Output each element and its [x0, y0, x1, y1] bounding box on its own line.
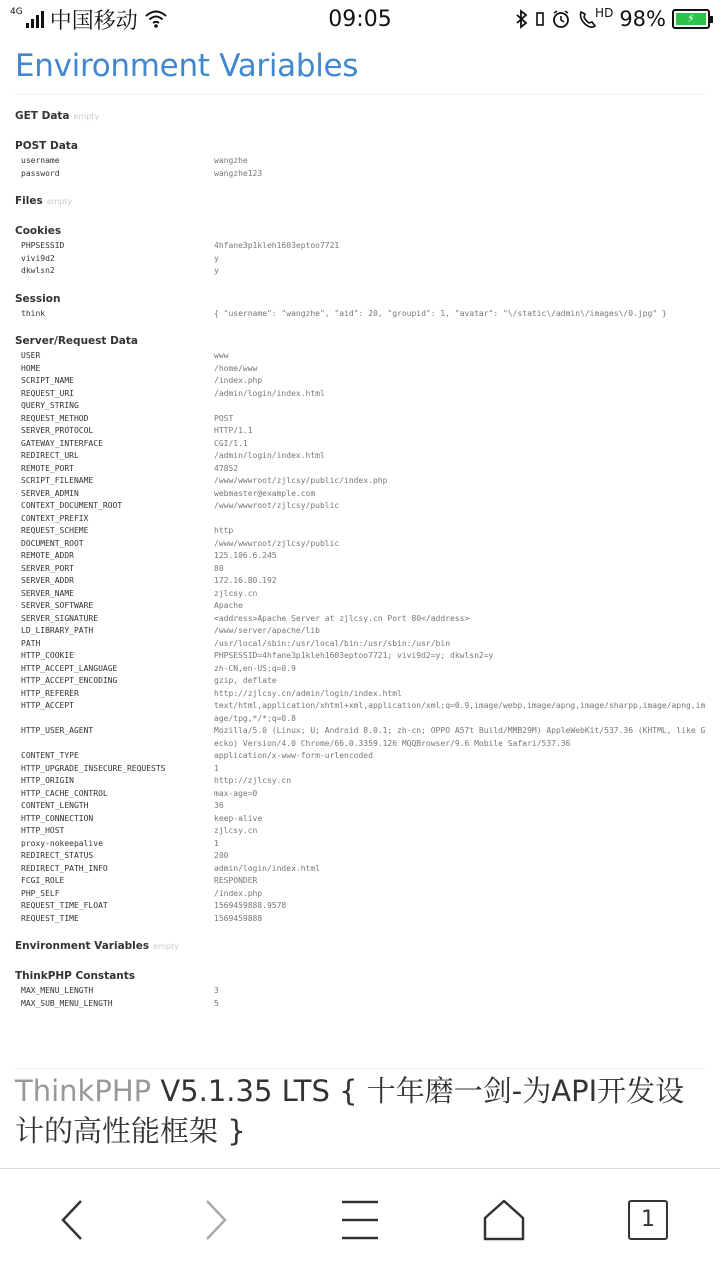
row-value: admin/login/index.html: [214, 863, 320, 873]
row-key: HTTP_USER_AGENT: [21, 726, 94, 735]
row-value: gzip, deflate: [214, 676, 277, 685]
table-row: [15, 700, 706, 725]
row-key: LD_LIBRARY_PATH: [21, 626, 94, 635]
row-value: 125.106.6.245: [214, 551, 277, 560]
page-content: [0, 38, 720, 1165]
table-row: [15, 838, 706, 851]
table-row: [15, 625, 706, 638]
table-row: [15, 265, 706, 278]
table-row: [15, 913, 706, 926]
table-row: [15, 308, 706, 321]
row-key: HTTP_ACCEPT_ENCODING: [21, 676, 118, 685]
section-heading: [15, 137, 706, 155]
row-key: CONTEXT_PREFIX: [21, 513, 89, 523]
row-key: HTTP_ACCEPT_LANGUAGE: [21, 663, 118, 673]
table-row: [15, 613, 706, 626]
section-heading: [15, 290, 706, 308]
row-key: PHPSESSID: [21, 241, 65, 250]
row-value: 47852: [214, 463, 239, 473]
empty-label: empty: [153, 942, 179, 951]
row-value: [214, 513, 706, 526]
row-key: proxy-nokeepalive: [21, 838, 103, 848]
section-heading-text: Environment Variables: [15, 940, 150, 952]
hd-label: HD: [595, 6, 614, 20]
row-key: password: [21, 168, 60, 178]
row-value: /index.php: [214, 888, 263, 898]
row-key: think: [21, 308, 46, 318]
status-bar: [0, 0, 720, 38]
home-icon: [482, 1198, 526, 1242]
table-row: [15, 375, 706, 388]
row-value: zjlcsy.cn: [214, 588, 258, 598]
row-value: HTTP/1.1: [214, 426, 253, 435]
row-value: http: [214, 526, 234, 535]
row-value: 3: [214, 986, 219, 995]
row-key: CONTENT_TYPE: [21, 751, 79, 760]
row-key: QUERY_STRING: [21, 401, 79, 410]
row-value: y: [214, 253, 219, 263]
table-row: [15, 525, 706, 538]
row-key: REQUEST_METHOD: [21, 413, 89, 423]
row-value: 1569459888: [214, 913, 263, 923]
tabs-button[interactable]: [608, 1180, 688, 1260]
table-row: [15, 863, 706, 876]
section-get-data: [15, 107, 706, 125]
row-key: SERVER_PORT: [21, 563, 74, 573]
table-row: [15, 725, 706, 750]
section-heading: [15, 967, 706, 985]
table-row: [15, 763, 706, 776]
table-row: [15, 425, 706, 438]
section-session: [15, 290, 706, 321]
empty-label: empty: [46, 197, 73, 206]
row-key: SERVER_SIGNATURE: [21, 613, 99, 623]
row-value: text/html,application/xhtml+xml,application/xml;q=0.9,image/webp,image/apng,image/sharpp,image/apng,image/tpg,*/*;q=0.8: [214, 701, 706, 723]
row-value: http://zjlcsy.cn: [214, 776, 292, 785]
row-key: PHP_SELF: [21, 888, 60, 898]
battery-icon: ⚡: [672, 9, 710, 29]
row-value: wangzhe123: [214, 168, 263, 178]
table-row: [15, 513, 706, 526]
browser-navbar: [0, 1168, 720, 1280]
table-row: [15, 985, 706, 998]
row-key: SERVER_ADDR: [21, 576, 74, 585]
section-post-data: [15, 137, 706, 180]
bluetooth-icon: [515, 9, 529, 29]
home-button[interactable]: [464, 1180, 544, 1260]
table-row: [15, 400, 706, 413]
table-row: [15, 388, 706, 401]
row-key: REMOTE_ADDR: [21, 551, 74, 560]
row-value: /www/wwwroot/zjlcsy/public: [214, 538, 340, 548]
table-row: [15, 663, 706, 676]
footer-slogan: { 十年磨一剑-为API开发设计的高性能框架 }: [15, 1074, 685, 1148]
row-key: SERVER_ADMIN: [21, 488, 79, 498]
table-row: [15, 350, 706, 363]
row-key: SCRIPT_NAME: [21, 376, 74, 385]
row-value: 5: [214, 998, 219, 1008]
row-key: MAX_MENU_LENGTH: [21, 986, 94, 995]
row-key: HTTP_HOST: [21, 826, 65, 835]
row-value: keep-alive: [214, 813, 263, 823]
row-value: wangzhe: [214, 156, 248, 165]
row-value: 4hfane3p1kleh1603eptoo7721: [214, 241, 340, 250]
vibrate-icon: [535, 9, 545, 29]
table-row: [15, 888, 706, 901]
row-value: 1: [214, 763, 219, 773]
row-key: REDIRECT_STATUS: [21, 851, 94, 860]
row-value: { "username": "wangzhe", "aid": 20, "groupid": 1, "avatar": "\/static\/admin\/images\/0.jpg" }: [214, 308, 667, 318]
alarm-icon: [551, 9, 571, 29]
table-row: [15, 475, 706, 488]
table-row: [15, 588, 706, 601]
table-row: [15, 413, 706, 426]
table-row: [15, 463, 706, 476]
table-row: [15, 788, 706, 801]
section-heading: [15, 332, 706, 350]
table-row: [15, 875, 706, 888]
table-row: [15, 438, 706, 451]
tab-count: 1: [641, 1207, 655, 1232]
table-row: [15, 550, 706, 563]
row-value: max-age=0: [214, 788, 258, 798]
table-row: [15, 998, 706, 1011]
row-key: SCRIPT_FILENAME: [21, 476, 94, 485]
table-row: [15, 450, 706, 463]
row-key: vivi9d2: [21, 253, 55, 263]
row-key: USER: [21, 351, 41, 360]
table-row: [15, 750, 706, 763]
table-row: [15, 500, 706, 513]
row-value: Mozilla/5.0 (Linux; U; Android 8.0.1; zh-cn; OPPO A57t Build/MMB29M) AppleWebKit/537.36 (KHTML, like Gecko) Version/4.0 Chrome/66.0.3359.126 MQQBrowser/9.6 Mobile Safari/537.36: [214, 726, 706, 748]
row-key: REMOTE_PORT: [21, 463, 74, 473]
table-row: [15, 155, 706, 168]
row-key: HTTP_ACCEPT: [21, 701, 74, 710]
clock: 09:05: [328, 6, 392, 32]
section-heading: [15, 192, 706, 210]
row-value: 80: [214, 563, 224, 573]
menu-icon: [340, 1200, 380, 1240]
row-key: HTTP_CONNECTION: [21, 813, 94, 823]
section-heading-text: Files: [15, 195, 43, 207]
table-row: [15, 813, 706, 826]
row-key: REQUEST_TIME_FLOAT: [21, 901, 108, 910]
row-value: /admin/login/index.html: [214, 388, 325, 398]
footer-version: V5.1.35 LTS: [151, 1074, 330, 1108]
menu-button[interactable]: [320, 1180, 400, 1260]
row-value: 172.16.80.192: [214, 576, 277, 585]
back-icon: [57, 1198, 87, 1242]
row-key: HTTP_UPGRADE_INSECURE_REQUESTS: [21, 763, 166, 773]
section-heading: [15, 107, 706, 125]
row-key: FCGI_ROLE: [21, 876, 65, 885]
row-key: REQUEST_TIME: [21, 913, 79, 923]
section-heading-text: Session: [15, 292, 61, 305]
row-key: REQUEST_URI: [21, 388, 74, 398]
status-right: [430, 7, 710, 31]
row-value: zh-CN,en-US;q=0.9: [214, 663, 296, 673]
section-heading-text: Server/Request Data: [15, 335, 138, 347]
row-key: MAX_SUB_MENU_LENGTH: [21, 998, 113, 1008]
network-type: 4G: [10, 7, 23, 17]
table-row: [15, 825, 706, 838]
footer: [15, 1068, 705, 1151]
row-value: 1: [214, 838, 219, 848]
row-value: Apache: [214, 601, 243, 610]
row-value: /www/wwwroot/zjlcsy/public/index.php: [214, 476, 388, 485]
row-value: /www/wwwroot/zjlcsy/public: [214, 501, 340, 510]
row-value: RESPONDER: [214, 876, 258, 885]
battery-percent: 98%: [619, 7, 666, 31]
table-row: [15, 563, 706, 576]
row-key: HTTP_COOKIE: [21, 651, 74, 660]
row-value: PHPSESSID=4hfane3p1kleh1603eptoo7721; vivi9d2=y; dkwlsn2=y: [214, 651, 494, 660]
row-key: REQUEST_SCHEME: [21, 526, 89, 535]
row-value: 36: [214, 801, 224, 810]
wifi-icon: [144, 9, 168, 29]
row-key: PATH: [21, 638, 41, 648]
row-value: /usr/local/sbin:/usr/local/bin:/usr/sbin:/usr/bin: [214, 638, 451, 648]
row-key: REDIRECT_PATH_INFO: [21, 863, 108, 873]
row-value: zjlcsy.cn: [214, 826, 258, 835]
row-value: webmaster@example.com: [214, 488, 316, 498]
section-thinkphp-constants: [15, 967, 706, 1010]
row-value: www: [214, 351, 229, 360]
table-row: [15, 488, 706, 501]
row-key: SERVER_NAME: [21, 588, 74, 598]
page-title: Environment Variables: [15, 38, 706, 95]
section-heading: [15, 937, 706, 955]
row-value: /admin/login/index.html: [214, 451, 325, 460]
row-value: 200: [214, 851, 229, 860]
section-files: [15, 192, 706, 210]
table-row: [15, 850, 706, 863]
signal-icon: [26, 10, 44, 28]
table-row: [15, 675, 706, 688]
section-heading-text: Cookies: [15, 225, 62, 237]
table-row: [15, 240, 706, 253]
table-row: [15, 168, 706, 181]
back-button[interactable]: [32, 1180, 112, 1260]
row-value: <address>Apache Server at zjlcsy.cn Port 80</address>: [214, 613, 470, 623]
row-key: CONTEXT_DOCUMENT_ROOT: [21, 501, 123, 510]
row-key: SERVER_SOFTWARE: [21, 601, 94, 610]
row-value: [214, 400, 706, 413]
row-key: CONTENT_LENGTH: [21, 801, 89, 810]
section-cookies: [15, 222, 706, 278]
table-row: [15, 775, 706, 788]
section-server-request-data: [15, 332, 706, 925]
row-value: POST: [214, 413, 234, 423]
row-key: HTTP_REFERER: [21, 688, 79, 698]
table-row: [15, 638, 706, 651]
section-environment-variables: [15, 937, 706, 955]
row-value: CGI/1.1: [214, 438, 248, 448]
table-row: [15, 688, 706, 701]
table-row: [15, 253, 706, 266]
row-value: y: [214, 266, 219, 275]
carrier-name: 中国移动: [49, 8, 138, 34]
table-row: [15, 600, 706, 613]
footer-brand: ThinkPHP: [15, 1074, 152, 1108]
forward-button[interactable]: [176, 1180, 256, 1260]
row-key: HTTP_CACHE_CONTROL: [21, 788, 108, 798]
row-key: REDIRECT_URL: [21, 451, 79, 460]
status-left: [10, 4, 290, 35]
table-row: [15, 650, 706, 663]
row-value: /home/www: [214, 363, 258, 373]
row-key: username: [21, 156, 60, 165]
table-row: [15, 900, 706, 913]
table-row: [15, 800, 706, 813]
row-value: 1569459888.9578: [214, 901, 287, 910]
row-key: HTTP_ORIGIN: [21, 776, 74, 785]
row-key: DOCUMENT_ROOT: [21, 538, 84, 548]
section-heading-text: GET Data: [15, 110, 70, 122]
row-value: application/x-www-form-urlencoded: [214, 751, 373, 760]
row-key: dkwlsn2: [21, 266, 55, 275]
row-value: /www/server/apache/lib: [214, 626, 320, 635]
row-value: http://zjlcsy.cn/admin/login/index.html: [214, 688, 402, 698]
table-row: [15, 538, 706, 551]
row-key: SERVER_PROTOCOL: [21, 426, 94, 435]
forward-icon: [201, 1198, 231, 1242]
row-value: /index.php: [214, 376, 263, 385]
section-heading-text: ThinkPHP Constants: [15, 970, 136, 982]
sections-container: [15, 107, 706, 1010]
empty-label: empty: [73, 112, 100, 121]
section-heading-text: POST Data: [15, 140, 78, 152]
row-key: HOME: [21, 363, 41, 373]
row-key: GATEWAY_INTERFACE: [21, 438, 103, 448]
section-heading: [15, 222, 706, 240]
table-row: [15, 363, 706, 376]
tabs-icon: [628, 1200, 668, 1240]
table-row: [15, 575, 706, 588]
